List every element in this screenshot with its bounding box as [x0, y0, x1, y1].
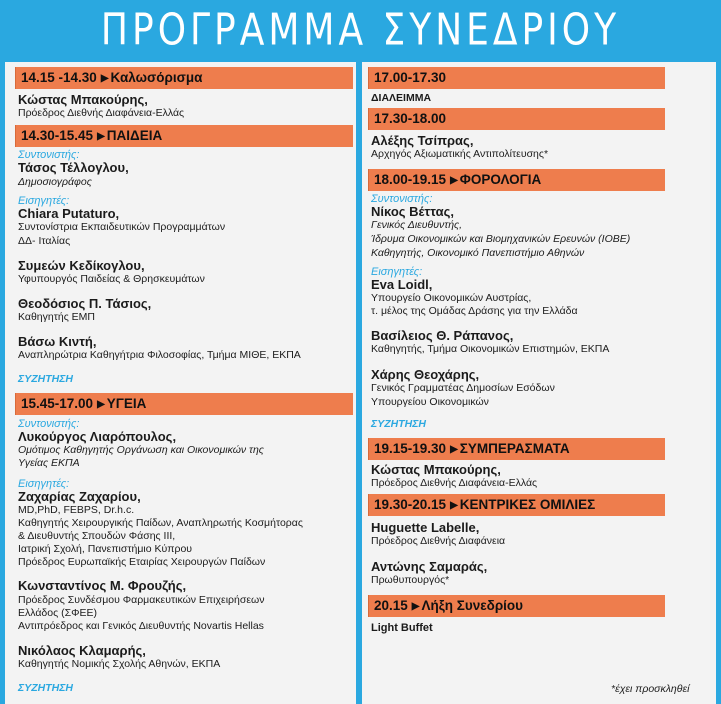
- play-triangle-icon: ▶: [450, 500, 458, 511]
- speaker-desc: Καθηγητής Χειρουργικής Παίδων, Αναπληρωτής Κοσμήτορας: [18, 517, 303, 529]
- moderator-label: Συντονιστής:: [18, 418, 80, 430]
- speaker-desc: Αρχηγός Αξιωματικής Αντιπολίτευσης*: [371, 148, 549, 160]
- session-time: 19.30-20.15: [374, 497, 447, 512]
- discussion-label: ΣΥΖΗΤΗΣΗ: [371, 418, 426, 430]
- session-bar-conclusions: [368, 438, 665, 460]
- speaker-name: Νικόλαος Κλαμαρής,: [18, 643, 146, 658]
- speaker-name: Chiara Putaturo,: [18, 206, 120, 221]
- speaker-name: Eva Loidl,: [371, 277, 433, 292]
- speaker-name: Huguette Labelle,: [371, 520, 480, 535]
- session-label: Καλωσόρισμα: [110, 70, 203, 85]
- break-label: ΔΙΑΛΕΙΜΜΑ: [371, 92, 432, 104]
- session-label: ΦΟΡΟΛΟΓΙΑ: [459, 172, 542, 187]
- session-bar-break: [368, 67, 665, 89]
- speaker-desc: Καθηγητής, Οικονομικό Πανεπιστήμιο Αθηνών: [371, 247, 585, 259]
- speaker-name: Κώστας Μπακούρης,: [18, 92, 148, 107]
- session-label: ΣΥΜΠΕΡΑΣΜΑΤΑ: [459, 441, 570, 456]
- speaker-desc: Υπουργείου Οικονομικών: [371, 396, 489, 408]
- speaker-desc: Γενικός Γραμματέας Δημοσίων Εσόδων: [371, 382, 555, 394]
- speaker-name: Λυκούργος Λιαρόπουλος,: [18, 429, 177, 444]
- frame-middle: [356, 62, 362, 704]
- speaker-desc: Υφυπουργός Παιδείας & Θρησκευμάτων: [18, 273, 205, 285]
- speaker-desc: Ομότιμος Καθηγητής Οργάνωση και Οικονομικών της: [18, 444, 264, 456]
- speakers-label: Εισηγητές:: [18, 478, 70, 490]
- play-triangle-icon: ▶: [411, 601, 420, 612]
- discussion-label: ΣΥΖΗΤΗΣΗ: [18, 682, 73, 694]
- speaker-desc: Πρόεδρος Διεθνής Διαφάνεια: [371, 535, 506, 547]
- speaker-name: Κώστας Μπακούρης,: [371, 462, 501, 477]
- speaker-desc: Ιατρική Σχολή, Πανεπιστήμιο Κύπρου: [18, 543, 193, 555]
- speaker-name: Τάσος Τέλλογλου,: [18, 160, 129, 175]
- speaker-desc: Πρόεδρος Συνδέσμου Φαρμακευτικών Επιχειρήσεων: [18, 594, 265, 606]
- session-bar-closing: [368, 595, 665, 617]
- speaker-desc: Καθηγητής, Τμήμα Οικονομικών Επιστημών, ΕΚΠΑ: [371, 343, 610, 355]
- session-time: 15.45-17.00: [21, 396, 94, 411]
- play-triangle-icon: ▶: [97, 131, 105, 142]
- session-time: 17.30-18.00: [374, 111, 447, 126]
- session-bar-welcome: [15, 67, 353, 89]
- speaker-name: Βάσω Κιντή,: [18, 334, 97, 349]
- speaker-desc: Καθηγητής ΕΜΠ: [18, 311, 96, 323]
- session-time: 14.30-15.45: [21, 128, 94, 143]
- footnote: *έχει προσκληθεί: [611, 683, 690, 695]
- speaker-desc: Αναπληρώτρια Καθηγήτρια Φιλοσοφίας, Τμήμα ΜΙΘΕ, ΕΚΠΑ: [18, 349, 301, 361]
- speaker-desc: Ίδρυμα Οικονομικών και Βιομηχανικών Ερευνών (ΙΟΒΕ): [371, 233, 631, 245]
- speaker-desc: Πρωθυπουργός*: [371, 574, 450, 586]
- session-bar-keynotes: [368, 494, 665, 516]
- speaker-name: Κωνσταντίνος Μ. Φρουζής,: [18, 578, 187, 593]
- speaker-desc: Δημοσιογράφος: [18, 176, 92, 188]
- session-label: ΚΕΝΤΡΙΚΕΣ ΟΜΙΛΙΕΣ: [459, 497, 596, 512]
- speaker-name: Νίκος Βέττας,: [371, 204, 455, 219]
- session-label: Λήξη Συνεδρίου: [421, 598, 524, 613]
- light-buffet-label: Light Buffet: [371, 622, 433, 634]
- play-triangle-icon: ▶: [450, 444, 458, 455]
- speakers-label: Εισηγητές:: [371, 266, 423, 278]
- speaker-name: Βασίλειος Θ. Ράπανος,: [371, 328, 514, 343]
- speaker-desc: Πρόεδρος Διεθνής Διαφάνεια-Ελλάς: [18, 107, 185, 119]
- speaker-desc: Συντονίστρια Εκπαιδευτικών Προγραμμάτων: [18, 221, 226, 233]
- session-bar-education: [15, 125, 353, 147]
- speaker-desc: Αντιπρόεδρος και Γενικός Διευθυντής Novartis Hellas: [18, 620, 264, 632]
- speaker-desc: Υπουργείο Οικονομικών Αυστρίας,: [371, 292, 532, 304]
- moderator-label: Συντονιστής:: [18, 149, 80, 161]
- speaker-name: Αλέξης Τσίπρας,: [371, 133, 474, 148]
- session-time: 20.15: [374, 598, 408, 613]
- session-bar-taxation: [368, 169, 665, 191]
- speaker-desc: Γενικός Διευθυντής,: [371, 219, 463, 231]
- play-triangle-icon: ▶: [97, 399, 105, 410]
- speaker-name: Θεοδόσιος Π. Τάσιος,: [18, 296, 152, 311]
- frame-right: [716, 62, 721, 704]
- session-time: 14.15 -14.30: [21, 70, 97, 85]
- speaker-name: Χάρης Θεοχάρης,: [371, 367, 480, 382]
- frame-left: [0, 62, 5, 704]
- header-banner: [0, 0, 721, 62]
- speaker-desc: ΔΔ- Ιταλίας: [18, 235, 71, 247]
- speaker-desc: MD,PhD, FEBPS, Dr.h.c.: [18, 504, 135, 516]
- session-bar-keynote: [368, 108, 665, 130]
- session-label: ΠΑΙΔΕΙΑ: [106, 128, 163, 143]
- speaker-name: Αντώνης Σαμαράς,: [371, 559, 488, 574]
- speaker-desc: Ελλάδος (ΣΦΕΕ): [18, 607, 97, 619]
- speaker-desc: & Διευθυντής Σπουδών Φάσης ΙΙΙ,: [18, 530, 176, 542]
- session-time: 19.15-19.30: [374, 441, 447, 456]
- speaker-desc: Πρόεδρος Διεθνής Διαφάνεια-Ελλάς: [371, 477, 538, 489]
- session-label: ΥΓΕΙΑ: [106, 396, 147, 411]
- speaker-name: Ζαχαρίας Ζαχαρίου,: [18, 489, 141, 504]
- speaker-desc: τ. μέλος της Ομάδας Δράσης για την Ελλάδα: [371, 305, 578, 317]
- session-bar-health: [15, 393, 353, 415]
- speaker-desc: Πρόεδρος Ευρωπαϊκής Εταιρίας Χειρουργών Παίδων: [18, 556, 266, 568]
- page-title: ΠΡΟΓΡΑΜΜΑ ΣΥΝΕΔΡΙΟΥ: [100, 4, 621, 56]
- discussion-label: ΣΥΖΗΤΗΣΗ: [18, 373, 73, 385]
- speaker-desc: Υγείας ΕΚΠΑ: [18, 457, 80, 469]
- moderator-label: Συντονιστής:: [371, 193, 433, 205]
- speakers-label: Εισηγητές:: [18, 195, 70, 207]
- play-triangle-icon: ▶: [100, 73, 109, 84]
- session-time: 17.00-17.30: [374, 70, 447, 85]
- speaker-name: Συμεών Κεδίκογλου,: [18, 258, 145, 273]
- session-time: 18.00-19.15: [374, 172, 447, 187]
- play-triangle-icon: ▶: [450, 175, 458, 186]
- speaker-desc: Καθηγητής Νομικής Σχολής Αθηνών, ΕΚΠΑ: [18, 658, 221, 670]
